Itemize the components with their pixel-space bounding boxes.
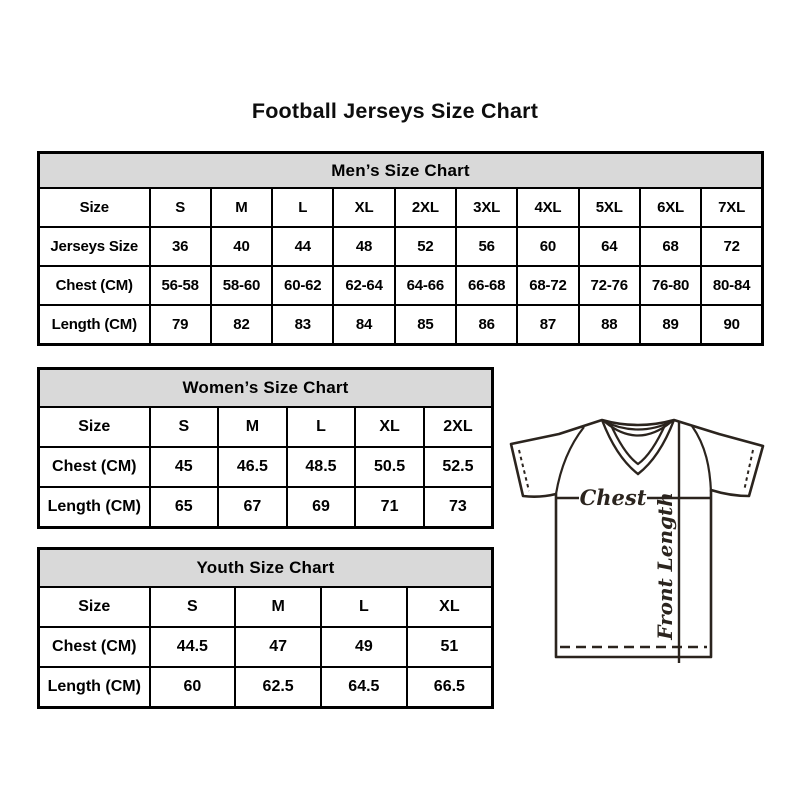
table-cell: 69 <box>287 487 356 528</box>
table-row <box>39 407 493 447</box>
sleeve-seam <box>556 427 584 494</box>
row-label: Size <box>39 587 150 627</box>
table-row <box>39 627 493 667</box>
table-cell: XL <box>355 407 424 447</box>
table-cell: 4XL <box>517 188 578 227</box>
table-cell: 68 <box>640 227 701 266</box>
page-title: Football Jerseys Size Chart <box>251 99 539 123</box>
table-cell: 64 <box>579 227 640 266</box>
row-label: Length (CM) <box>39 487 150 528</box>
table-cell: 83 <box>272 305 333 345</box>
table-cell: 82 <box>211 305 272 345</box>
table-cell: 3XL <box>456 188 517 227</box>
table-cell: 50.5 <box>355 447 424 487</box>
jersey-diagram <box>506 404 770 668</box>
table-cell: 5XL <box>579 188 640 227</box>
table-cell: 51 <box>407 627 493 667</box>
jersey-outline <box>511 420 763 657</box>
table-cell: 45 <box>150 447 219 487</box>
table-cell: 87 <box>517 305 578 345</box>
table-cell: XL <box>333 188 394 227</box>
table-cell: 48 <box>333 227 394 266</box>
table-cell: 56-58 <box>150 266 211 305</box>
table-cell: 52.5 <box>424 447 493 487</box>
table-row <box>39 188 763 227</box>
row-label: Size <box>39 188 150 227</box>
table-header-band-row <box>39 369 493 408</box>
table-cell: 79 <box>150 305 211 345</box>
table-cell: S <box>150 407 219 447</box>
table-cell: L <box>287 407 356 447</box>
row-label: Chest (CM) <box>39 447 150 487</box>
table-cell: S <box>150 587 236 627</box>
mens-size-chart-table <box>37 151 764 346</box>
table-cell: 65 <box>150 487 219 528</box>
row-label: Jerseys Size <box>39 227 150 266</box>
table-cell: 80-84 <box>701 266 762 305</box>
table-row <box>39 487 493 528</box>
table-row <box>39 667 493 708</box>
row-label: Chest (CM) <box>39 266 150 305</box>
table-cell: 66.5 <box>407 667 493 708</box>
table-cell: 72-76 <box>579 266 640 305</box>
table-cell: M <box>218 407 287 447</box>
table-cell: 44.5 <box>150 627 236 667</box>
chest-label: Chest <box>579 485 647 510</box>
table-cell: 2XL <box>424 407 493 447</box>
table-cell: XL <box>407 587 493 627</box>
table-cell: 48.5 <box>287 447 356 487</box>
table-cell: S <box>150 188 211 227</box>
table-cell: L <box>321 587 407 627</box>
table-cell: 47 <box>235 627 321 667</box>
table-header-band-row <box>39 153 763 189</box>
table-cell: 88 <box>579 305 640 345</box>
table-cell: 60-62 <box>272 266 333 305</box>
table-cell: 40 <box>211 227 272 266</box>
table-header-band-row <box>39 549 493 588</box>
table-cell: 52 <box>395 227 456 266</box>
table-cell: 56 <box>456 227 517 266</box>
table-cell: 67 <box>218 487 287 528</box>
table-cell: 7XL <box>701 188 762 227</box>
table-row <box>39 227 763 266</box>
row-label: Length (CM) <box>39 667 150 708</box>
table-cell: 6XL <box>640 188 701 227</box>
table-cell: 72 <box>701 227 762 266</box>
womens-table-title: Women’s Size Chart <box>39 369 493 408</box>
table-cell: 46.5 <box>218 447 287 487</box>
table-cell: 89 <box>640 305 701 345</box>
table-cell: 71 <box>355 487 424 528</box>
row-label: Length (CM) <box>39 305 150 345</box>
table-cell: M <box>235 587 321 627</box>
mens-table-title: Men’s Size Chart <box>39 153 763 189</box>
table-cell: 49 <box>321 627 407 667</box>
womens-size-chart-table <box>37 367 494 529</box>
table-cell: 84 <box>333 305 394 345</box>
table-row <box>39 266 763 305</box>
table-cell: 73 <box>424 487 493 528</box>
sleeve-seam <box>692 426 711 492</box>
table-cell: 58-60 <box>211 266 272 305</box>
row-label: Size <box>39 407 150 447</box>
table-cell: 85 <box>395 305 456 345</box>
table-cell: 60 <box>150 667 236 708</box>
table-row <box>39 305 763 345</box>
table-cell: 90 <box>701 305 762 345</box>
table-row <box>39 447 493 487</box>
table-cell: 60 <box>517 227 578 266</box>
table-cell: 64.5 <box>321 667 407 708</box>
table-row <box>39 587 493 627</box>
table-cell: 2XL <box>395 188 456 227</box>
table-cell: 44 <box>272 227 333 266</box>
table-cell: 86 <box>456 305 517 345</box>
table-cell: 36 <box>150 227 211 266</box>
table-cell: 62-64 <box>333 266 394 305</box>
table-cell: 76-80 <box>640 266 701 305</box>
table-cell: 62.5 <box>235 667 321 708</box>
table-cell: L <box>272 188 333 227</box>
youth-table-title: Youth Size Chart <box>39 549 493 588</box>
table-cell: 64-66 <box>395 266 456 305</box>
row-label: Chest (CM) <box>39 627 150 667</box>
table-cell: M <box>211 188 272 227</box>
youth-size-chart-table <box>37 547 494 709</box>
front-length-label: Front Length <box>653 492 677 640</box>
table-cell: 66-68 <box>456 266 517 305</box>
table-cell: 68-72 <box>517 266 578 305</box>
